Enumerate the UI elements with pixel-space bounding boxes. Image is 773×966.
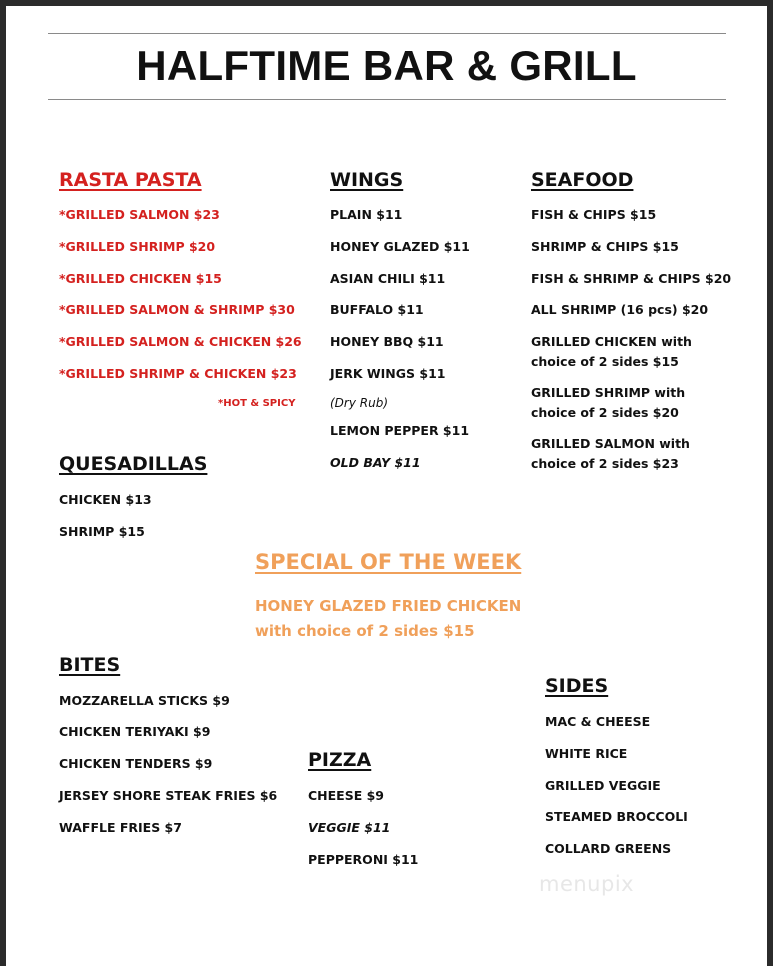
menu-item: PLAIN $11 bbox=[330, 207, 403, 222]
menu-item: COLLARD GREENS bbox=[545, 841, 672, 856]
menu-item: JERK WINGS $11 bbox=[330, 366, 446, 381]
menu-item: WHITE RICE bbox=[545, 746, 628, 761]
title-underline-rule bbox=[48, 99, 726, 100]
menu-item: *GRILLED SALMON $23 bbox=[59, 207, 220, 222]
menu-item: ASIAN CHILI $11 bbox=[330, 271, 446, 286]
hot-spicy-note: *HOT & SPICY bbox=[218, 398, 296, 409]
menu-item: CHICKEN $13 bbox=[59, 492, 152, 507]
menu-item: MOZZARELLA STICKS $9 bbox=[59, 693, 230, 708]
menu-item: STEAMED BROCCOLI bbox=[545, 809, 688, 824]
sides-heading: SIDES bbox=[545, 675, 609, 697]
menu-item: CHEESE $9 bbox=[308, 788, 385, 803]
bites-heading: BITES bbox=[59, 654, 121, 676]
menu-item: PEPPERONI $11 bbox=[308, 852, 419, 867]
menu-item: FISH & SHRIMP & CHIPS $20 bbox=[531, 271, 732, 286]
menu-item: ALL SHRIMP (16 pcs) $20 bbox=[531, 302, 709, 317]
menu-item: HONEY GLAZED $11 bbox=[330, 239, 470, 254]
menu-item: *GRILLED SALMON & CHICKEN $26 bbox=[59, 334, 302, 349]
seafood-heading: SEAFOOD bbox=[531, 169, 634, 191]
special-item: HONEY GLAZED FRIED CHICKEN with choice of 2 sides $15 bbox=[255, 597, 522, 640]
menu-item: SHRIMP & CHIPS $15 bbox=[531, 239, 679, 254]
menu-page bbox=[6, 6, 767, 966]
menu-item-note: (Dry Rub) bbox=[330, 396, 389, 410]
menu-item: OLD BAY $11 bbox=[330, 455, 421, 470]
special-of-the-week-heading: SPECIAL OF THE WEEK bbox=[255, 550, 522, 574]
menu-item: CHICKEN TENDERS $9 bbox=[59, 756, 213, 771]
menu-item: *GRILLED CHICKEN $15 bbox=[59, 271, 222, 286]
restaurant-title: HALFTIME BAR & GRILL bbox=[136, 42, 637, 89]
menu-item: *GRILLED SALMON & SHRIMP $30 bbox=[59, 302, 295, 317]
quesadillas-heading: QUESADILLAS bbox=[59, 453, 208, 475]
menu-item: GRILLED VEGGIE bbox=[545, 778, 661, 793]
menu-item: BUFFALO $11 bbox=[330, 302, 424, 317]
menu-item: WAFFLE FRIES $7 bbox=[59, 820, 182, 835]
menu-item: VEGGIE $11 bbox=[308, 820, 391, 835]
rasta-pasta-heading: RASTA PASTA bbox=[59, 169, 202, 191]
menu-item: MAC & CHEESE bbox=[545, 714, 651, 729]
menu-item: *GRILLED SHRIMP & CHICKEN $23 bbox=[59, 366, 297, 381]
menu-item: FISH & CHIPS $15 bbox=[531, 207, 657, 222]
menu-item: GRILLED SHRIMP with choice of 2 sides $20 bbox=[531, 385, 686, 420]
menu-item: GRILLED SALMON with choice of 2 sides $23 bbox=[531, 436, 690, 471]
menu-item: SHRIMP $15 bbox=[59, 524, 145, 539]
menu-item: GRILLED CHICKEN with choice of 2 sides $15 bbox=[531, 334, 692, 369]
menu-item: HONEY BBQ $11 bbox=[330, 334, 444, 349]
wings-heading: WINGS bbox=[330, 169, 404, 191]
top-rule bbox=[48, 33, 726, 34]
menu-item: LEMON PEPPER $11 bbox=[330, 423, 470, 438]
pizza-heading: PIZZA bbox=[308, 749, 372, 771]
menu-item: *GRILLED SHRIMP $20 bbox=[59, 239, 216, 254]
menu-item: JERSEY SHORE STEAK FRIES $6 bbox=[59, 788, 278, 803]
menupix-watermark: menupix bbox=[539, 872, 635, 896]
menu-item: CHICKEN TERIYAKI $9 bbox=[59, 724, 211, 739]
